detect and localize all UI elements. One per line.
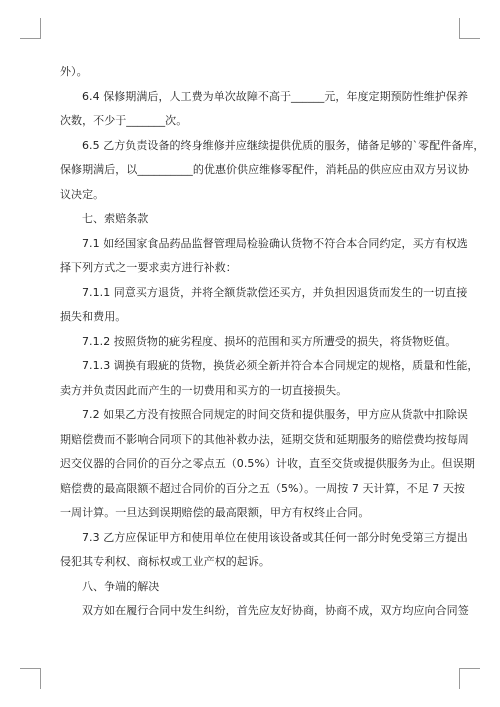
section-heading-disputes: 八、争端的解决: [82, 579, 160, 593]
disputes-paragraph: 双方如在履行合同中发生纠纷，首先应友好协商，协商不成，双方均应向合同签: [82, 604, 469, 617]
clause-7-1-2: 7.1.2 按照货物的疵劣程度、损坏的范围和买方所遭受的损失，将货物贬值。: [82, 334, 457, 348]
crop-mark-top-right-horizontal: [459, 38, 480, 39]
text-line: 卖方并负责因此而产生的一切费用和买方的一切直接损失。: [60, 383, 348, 397]
text-line: 损失和费用。: [60, 310, 127, 323]
clause-6-4: 6.4 保修期满后，人工费为单次故障不高于______元，年度定期预防性维护保养: [82, 89, 468, 103]
text-line: 期赔偿费而不影响合同项下的其他补救办法，延期交货和延期服务的赔偿费均按每周: [60, 432, 469, 446]
crop-mark-top-left-horizontal: [20, 38, 41, 39]
text-line: 择下列方式之一要求卖方进行补救：: [60, 261, 237, 274]
crop-mark-bottom-right-vertical: [459, 668, 460, 689]
section-heading-claims: 七、索赔条款: [82, 212, 149, 225]
text-line: 迟交仪器的合同价的百分之零点五（0.5%）计收，直至交货或提供服务为止。但误期: [60, 457, 475, 470]
text-line: 赔偿费的最高限额不超过合同价的百分之五（5%）。一周按 7 天计算，不足 7 天按: [60, 481, 465, 495]
clause-7-1-3: 7.1.3 调换有瑕疵的货物，换货必须全新并符合本合同规定的规格，质量和性能，: [82, 359, 479, 372]
clause-7-1: 7.1 如经国家食品药品监督管理局检验确认货物不符合本合同约定，买方有权选: [82, 236, 468, 250]
text-line: 侵犯其专利权、商标权或工业产权的起诉。: [60, 555, 270, 568]
clause-7-1-1: 7.1.1 同意买方退货，并将全额货款偿还买方，并负担因退货而发生的一切直接: [82, 285, 468, 299]
text-line: 一周计算。一旦达到误期赔偿的最高限额，甲方有权终止合同。: [60, 506, 370, 519]
crop-mark-bottom-left-horizontal: [20, 668, 41, 669]
crop-mark-top-left-vertical: [40, 18, 41, 39]
text-line: 外）。: [60, 65, 88, 78]
crop-mark-bottom-left-vertical: [40, 668, 41, 689]
clause-7-2: 7.2 如果乙方没有按照合同规定的时间交货和提供服务，甲方应从货款中扣除误: [82, 408, 468, 421]
clause-7-3: 7.3 乙方应保证甲方和使用单位在使用该设备或其任何一部分时免受第三方提出: [82, 530, 468, 544]
clause-6-5: 6.5 乙方负责设备的终身维修并应继续提供优质的服务，储备足够的`零配件备库，: [82, 138, 485, 152]
crop-mark-top-right-vertical: [459, 18, 460, 39]
crop-mark-bottom-right-horizontal: [459, 668, 480, 669]
text-line: 保修期满后，以__________的优惠价供应维修零配件，消耗品的供应应由双方另议协: [60, 163, 470, 176]
text-line: 议决定。: [60, 187, 105, 201]
text-line: 次数，不少于_______次。: [60, 114, 188, 127]
document-page: [60, 60, 485, 624]
